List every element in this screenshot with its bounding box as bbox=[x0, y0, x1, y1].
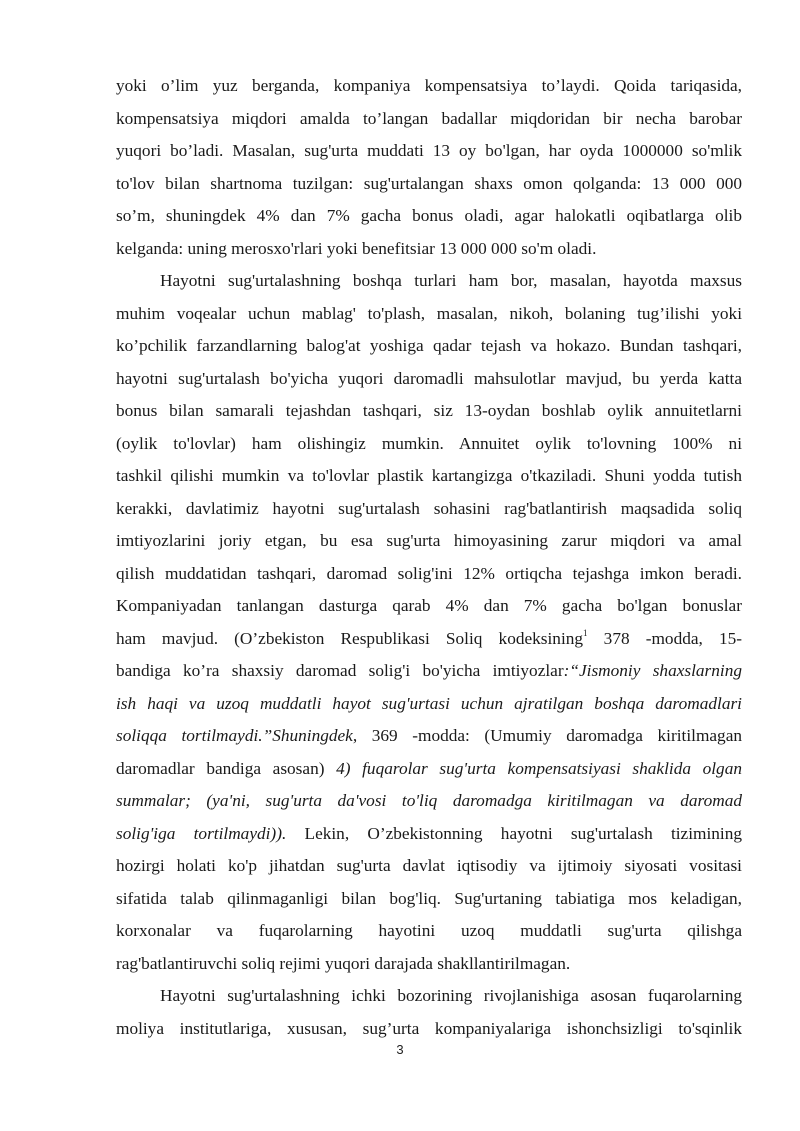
italic-text: solig'iga tortilmaydi)). bbox=[116, 823, 287, 843]
text-segment: korxonalar va fuqarolarning hayotini uzoq muddatli sug'urta qilishga bbox=[116, 921, 742, 940]
text-line bbox=[116, 655, 742, 688]
footnote-marker: 1 bbox=[583, 627, 588, 638]
text-line bbox=[116, 818, 742, 851]
text-segment: ham mavjud. (O’zbekiston Respublikasi Soliq kodeksining bbox=[116, 628, 584, 648]
text-line bbox=[116, 850, 742, 883]
text-line bbox=[116, 395, 742, 428]
text-segment: yoki o’lim yuz berganda, kompaniya kompensatsiya to’laydi. Qoida tariqasida, bbox=[116, 76, 742, 95]
text-line bbox=[116, 590, 742, 623]
text-line bbox=[116, 428, 742, 461]
text-segment: Hayotni sug'urtalashning boshqa turlari ham bor, masalan, hayotda maxsus bbox=[160, 271, 742, 290]
text-segment: (oylik to'lovlar) ham olishingiz mumkin. Annuitet oylik to'lovning 100% ni bbox=[116, 433, 742, 453]
text-segment: , 369 -modda: (Umumiy daromadga kiritilmagan bbox=[352, 726, 743, 745]
text-line bbox=[116, 233, 742, 266]
text-line bbox=[116, 265, 742, 298]
text-line bbox=[116, 623, 742, 656]
text-segment: yuqori bo’ladi. Masalan, sug'urta muddati 13 oy bo'lgan, har oyda 1000000 so'mlik bbox=[116, 141, 742, 160]
text-segment: 378 -modda, 15- bbox=[587, 628, 743, 648]
italic-text: ish haqi va uzoq muddatli hayot sug'urtasi uchun ajratilgan boshqa daromadlari bbox=[116, 693, 742, 713]
text-line bbox=[116, 915, 742, 948]
text-segment: kerakki, davlatimiz hayotni sug'urtalash sohasini rag'batlantirish maqsadida soliq bbox=[116, 498, 742, 518]
text-line bbox=[116, 363, 742, 396]
text-line bbox=[116, 948, 742, 981]
text-segment: bonus bilan samarali tejashdan tashqari, siz 13-oydan boshlab oylik annuitetlarni bbox=[116, 401, 742, 420]
text-line bbox=[116, 558, 742, 591]
text-segment: sifatida talab qilinmaganligi bilan bog'liq. Sug'urtaning tabiatiga mos keladigan, bbox=[116, 888, 742, 908]
text-segment: muhim voqealar uchun mablag' to'plash, masalan, nikoh, bolaning tug’ilishi yoki bbox=[116, 303, 742, 323]
text-line bbox=[116, 1013, 742, 1046]
text-line bbox=[116, 103, 742, 136]
text-line bbox=[116, 785, 742, 818]
text-line bbox=[116, 883, 742, 916]
text-line bbox=[116, 200, 742, 233]
text-line bbox=[116, 135, 742, 168]
text-segment: ko’pchilik farzandlarning balog'at yoshiga qadar tejash va hokazo. Bundan tashqari, bbox=[116, 336, 742, 355]
italic-text: 4) fuqarolar sug'urta kompensatsiyasi shaklida olgan bbox=[336, 758, 742, 778]
text-segment: hozirgi holati ko'p jihatdan sug'urta davlat iqtisodiy va ijtimoiy siyosati vositasi bbox=[116, 856, 742, 875]
text-segment: rag'batlantiruvchi soliq rejimi yuqori darajada shakllantirilmagan. bbox=[116, 953, 571, 973]
italic-text: summalar; (ya'ni, sug'urta da'vosi to'liq daromadga kiritilmagan va daromad bbox=[116, 791, 742, 810]
text-line bbox=[116, 525, 742, 558]
text-segment: bandiga ko’ra shaxsiy daromad solig'i bo'yicha imtiyozlar bbox=[116, 661, 564, 680]
text-line bbox=[116, 980, 742, 1013]
text-segment: kompensatsiya miqdori amalda to’langan badallar miqdoridan bir necha barobar bbox=[116, 108, 742, 128]
text-line bbox=[116, 330, 742, 363]
text-line bbox=[116, 298, 742, 331]
text-line bbox=[116, 460, 742, 493]
text-line bbox=[116, 168, 742, 201]
text-segment: tashkil qilishi mumkin va to'lovlar plastik kartangizga o'tkaziladi. Shuni yodda tutish bbox=[116, 466, 742, 485]
italic-text: soliqqa tortilmaydi.”Shuningdek bbox=[116, 726, 353, 745]
text-line bbox=[116, 493, 742, 526]
text-segment: hayotni sug'urtalash bo'yicha yuqori daromadli mahsulotlar mavjud, bu yerda katta bbox=[116, 368, 742, 388]
text-segment: to'lov bilan shartnoma tuzilgan: sug'urtalangan shaxs omon qolganda: 13 000 000 bbox=[116, 173, 742, 193]
text-segment: Hayotni sug'urtalashning ichki bozorining rivojlanishiga asosan fuqarolarning bbox=[160, 986, 742, 1005]
text-line bbox=[116, 720, 742, 753]
text-segment: Kompaniyadan tanlangan dasturga qarab 4% dan 7% gacha bo'lgan bonuslar bbox=[116, 596, 742, 615]
document-body bbox=[116, 70, 742, 1045]
text-segment: daromadlar bandiga asosan) bbox=[116, 758, 337, 778]
text-segment: Lekin, O’zbekistonning hayotni sug'urtalash tizimining bbox=[286, 823, 742, 843]
italic-text: :“Jismoniy shaxslarning bbox=[563, 661, 742, 680]
text-line bbox=[116, 753, 742, 786]
text-segment: imtiyozlarini joriy etgan, bu esa sug'urta himoyasining zarur miqdori va amal bbox=[116, 531, 742, 550]
page-number: 3 bbox=[396, 1042, 404, 1057]
text-segment: so’m, shuningdek 4% dan 7% gacha bonus oladi, agar halokatli oqibatlarga olib bbox=[116, 206, 742, 225]
text-line bbox=[116, 688, 742, 721]
text-segment: moliya institutlariga, xususan, sug’urta kompaniyalariga ishonchsizligi to'sqinlik bbox=[116, 1018, 742, 1038]
text-segment: kelganda: uning merosxo'rlari yoki benefitsiar 13 000 000 so'm oladi. bbox=[116, 238, 597, 258]
text-segment: qilish muddatidan tashqari, daromad solig'ini 12% ortiqcha tejashga imkon beradi. bbox=[116, 563, 742, 583]
text-line bbox=[116, 70, 742, 103]
